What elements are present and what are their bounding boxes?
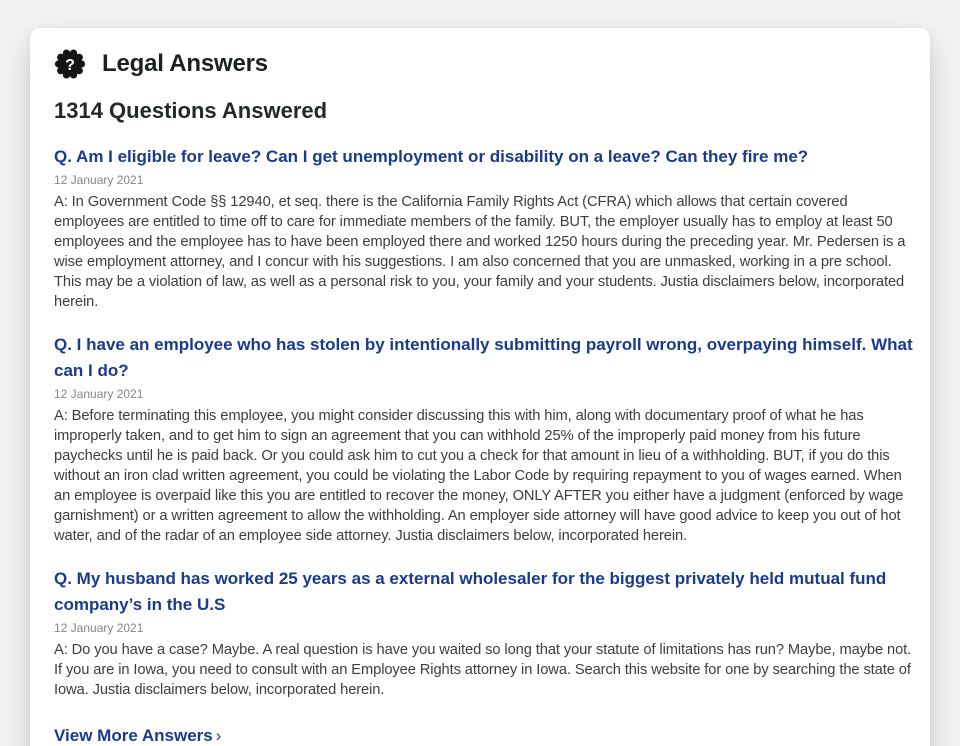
legal-answers-card [30, 28, 930, 746]
question-link[interactable]: Q. My husband has worked 25 years as a external wholesaler for the biggest privately held mutual fund company’s in the U.S [54, 569, 887, 614]
question-seal-icon [54, 48, 86, 80]
answer-text: A: In Government Code §§ 12940, et seq. there is the California Family Rights Act (CFRA) which allows that certain covered employees are entitled to time off to care for immediate members of the family. BUT, the employer usually has to employ at least 50 employees and the employee has to have been employed there and worked 1250 hours during the preceding year. Mr. Pedersen is a wise employment attorney, and I concur with his suggestions. I am also concerned that you are unmasked, working in a pre school. This may be a violation of law, as well as a personal risk to you, your family and your students. Justia disclaimers below, incorporated herein. [54, 194, 906, 310]
qa-item [54, 566, 914, 700]
section-header [54, 48, 914, 80]
view-more-answers-link[interactable] [54, 726, 221, 746]
svg-text:?: ? [65, 57, 75, 74]
chevron-right-icon: › [215, 726, 222, 745]
answer-text: A: Before terminating this employee, you might consider discussing this with him, along with documentary proof of what he has improperly taken, and to get him to sign an agreement that you can withhold 25% of the improperly paid money from his future paychecks until he is paid back. Or you could ask him to cut you a check for that amount in lieu of a withholding. BUT, if you do this without an iron clad written agreement, you could be violating the Labor Code by requiring repayment to you of wages earned. When an employee is overpaid like this you are entitled to recover the money, ONLY AFTER you either have a judgment (enforced by wage garnishment) or a written agreement to allow the withholding. An employer side attorney will have good advice to keep you out of hot water, and of the radar of an employee side attorney. Justia disclaimers below, incorporated herein. [54, 408, 904, 544]
question-date: 12 January 2021 [54, 387, 144, 401]
section-title: Legal Answers [102, 50, 268, 77]
question-link[interactable]: Q. Am I eligible for leave? Can I get unemployment or disability on a leave? Can they fire me? [54, 147, 809, 166]
question-link[interactable]: Q. I have an employee who has stolen by intentionally submitting payroll wrong, overpaying himself. What can I do? [54, 335, 913, 380]
qa-item [54, 332, 914, 546]
qa-item [54, 144, 914, 312]
view-more-label: View More Answers [54, 726, 213, 745]
questions-answered-count: 1314 Questions Answered [54, 98, 328, 123]
question-date: 12 January 2021 [54, 173, 144, 187]
question-date: 12 January 2021 [54, 621, 144, 635]
answer-text: A: Do you have a case? Maybe. A real question is have you waited so long that your statute of limitations has run? Maybe, maybe not. If you are in Iowa, you need to consult with an Employee Rights attorney in Iowa. Search this website for one by searching the state of Iowa. Justia disclaimers below, incorporated herein. [54, 642, 912, 698]
